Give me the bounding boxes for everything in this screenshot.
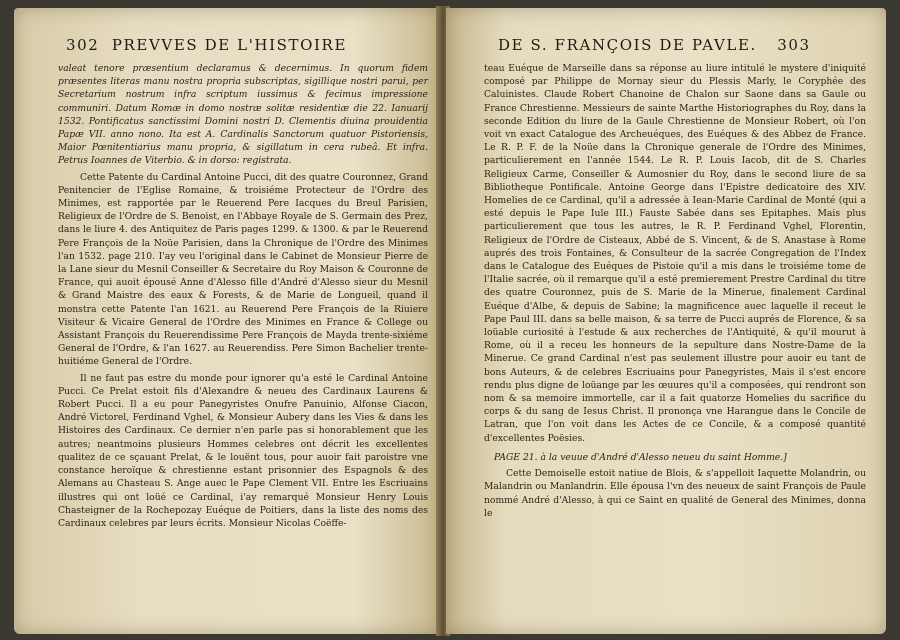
paragraph: teau Euéque de Marseille dans sa réponse au liure intitulé le mystere d'iniquité composé par Philippe de Mornay sieur du Plessis Marly, le Coryphée des Caluinistes. Claude Robert Chanoine de Chalon sur Saone dans sa Gaule ou France Chrestienne. Messieurs de sainte Marthe Historiographes du Roy, dans la seconde Edition du liure de la Gaule Chrestienne de Monsieur Robert, où l'on voit vn exact Catalogue des Archeuéques, des Euéques & des Abbez de France. Le R. P. F. de la Noüe dans la Chronique generale de l'Ordre des Minimes, particulierement en l'année 1544. Le R. P. Louis Iacob, dit de S. Charles Religieux Carme, Conseiller & Aumosnier du Roy, dans le second liure de sa Bibliotheque Pontificale. Antoine George dans l'Epistre dedicatoire des XIV. Homelies de ce Cardinal, qu'il a adressée à Iean-Marie Cardinal de Monté (qui a esté depuis le Pape Iule III.) Fauste Sabée dans ses Epitaphes. Mais plus particulierement que tous les autres, le R. P. Ferdinand Vghel, Florentin, Religieux de l'Ordre de Cisteaux, Abbé de S. Vincent, & de S. Anastase à Rome auprés des trois Fontaines, & Consulteur de la sacrée Congregation de l'Index dans le Catalogue des Euéques de Pistoie qu'il a mis dans le troisiéme tome de l'Italie sacrée, où il remarque qu'il a esté premierement Prestre Cardinal du titre des quatre Couronnez, puis de S. Marie de la Minerue, finalement Cardinal Euéque d'Albe, & depuis de Sabine; la magnificence auec laquelle il receut le Pape Paul III. dans sa belle maison, & sa terre de Pucci auprés de Florence, & sa loüable curiosité à l'estude & aux recherches de l'Antiquité, & qu'il mourut à Rome, où il a receu les honneurs de la sepulture dans Nostre-Dame de la Minerue. Ce grand Cardinal n'est pas seulement illustre pour auoir eu tant de bons Auteurs, & de celebres Escriuains pour Panegyristes, Mais il s'est encore rendu plus digne de loüange par les œuures qu'il a composées, qui rendront son nom & sa memoire immortelle, car il a fait quatorze Homelies du sacrifice du corps & du sang de Iesus Christ. Il prononça vne Harangue dans le Concile de Latran, que l'on voit dans les Actes de ce Concile, & a composé quantité d'excellentes Poësies. xyxy=(484,63,866,444)
right-running-head: DE S. FRANÇOIS DE PAVLE. xyxy=(498,36,757,54)
left-page-number: 302 xyxy=(66,36,100,54)
left-page-header xyxy=(66,36,347,54)
paragraph: Cette Demoiselle estoit natiue de Blois, & s'appelloit Iaquette Molandrin, ou Malandrin ou Manlandrin. Elle épousa l'vn des neueux de saint François de Paule nommé André d'Alesso, à qui ce Saint en qualité de General des Minimes, donna le xyxy=(484,468,866,519)
left-page-body xyxy=(58,62,428,530)
right-page-body xyxy=(484,62,866,520)
page-reference-note: PAGE 21. à la veuue d'André d'Alesso neueu du saint Homme.] xyxy=(494,451,787,463)
right-page xyxy=(446,8,886,634)
paragraph: Cette Patente du Cardinal Antoine Pucci, dit des quatre Couronnez, Grand Penitencier de l'Eglise Romaine, & troisiéme Protecteur de l'Ordre des Minimes, est rapportée par le Reuerend Pere Iacques du Breul Parisien, Religieux de l'Ordre de S. Benoist, en l'Abbaye Royale de S. Germain des Prez, dans le liure 4. des Antiquitez de Paris pages 1299. & 1300. & par le Reuerend Pere François de la Noüe Parisien, dans la Chronique de l'Ordre des Minimes l'an 1532. page 210. I'ay veu l'original dans le Cabinet de Monsieur Pierre de la Lane sieur du Mesnil Conseiller & Secretaire du Roy Maison & Couronne de France, qui auoit épousé Anne d'Alesso fille d'André d'Alesso sieur du Mesnil & Grand Maistre des eaux & Forests, & de Marie de Longueil, quand il monstra cette Patente l'an 1621. au Reuerend Pere François de la Riuiere Visiteur & Vicaire General de l'Ordre des Minimes en France & College ou Assistant François du Reuerendissime Pere François de Mayda trente-sixiéme General de l'Ordre, & l'an 1627. au Reuerendiss. Pere Simon Bachelier trente-huitiéme General de l'Ordre. xyxy=(58,171,428,368)
latin-closing-paragraph: valeat tenore præsentium declaramus & decernimus. In quorum fidem præsentes literas manu nostra propria subscriptas, sigillique nostri parui, per Secretarium nostrum infra scriptum iussimus & fecimus impressione communiri. Datum Romæ in domo nostræ solitæ residentiæ die 22. Ianuarij 1532. Pontificatus sanctissimi Domini nostri D. Clementis diuina prouidentia Papæ VII. anno nono. Ita est A. Cardinalis Sanctorum quatuor Pistoriensis, Maior Pœnitentiarius manu propria, & sigillatum in cera rubeâ. Et infra. Petrus Ioannes de Viterbio. & in dorso: registrata. xyxy=(58,63,428,167)
left-running-head: PREVVES DE L'HISTOIRE xyxy=(111,36,347,54)
paragraph: Il ne faut pas estre du monde pour ignorer qu'a esté le Cardinal Antoine Pucci. Ce Prelat estoit fils d'Alexandre & neueu des Cardinaux Laurens & Robert Pucci. Il a eu pour Panegyristes Onufre Panuinio, Alfonse Ciacon, André Victorel, Ferdinand Vghel, & Monsieur Aubery dans les Vies & dans les Histoires des Cardinaux. Ce dernier n'en parle pas si honorablement que les autres; neantmoins plusieurs Hommes celebres ont décrit les excellentes qualitez de ce sçauant Prelat, & le louënt tous, pour auoir fait paroistre vne constance heroïque & chrestienne estant prisonnier des Espagnols & des Alemans au Chasteau S. Ange auec le Pape Clement VII. Entre les Escriuains illustres qui ont loüé ce Cardinal, i'ay remarqué Monsieur Henry Louis Chasteigner de la Rochepozay Euéque de Poitiers, dans la liste des noms des Cardinaux celebres par leurs écrits. Monsieur Nicolas Coëffe- xyxy=(58,372,428,529)
right-page-header xyxy=(498,36,811,54)
left-page xyxy=(14,8,440,634)
right-page-number: 303 xyxy=(777,36,811,54)
